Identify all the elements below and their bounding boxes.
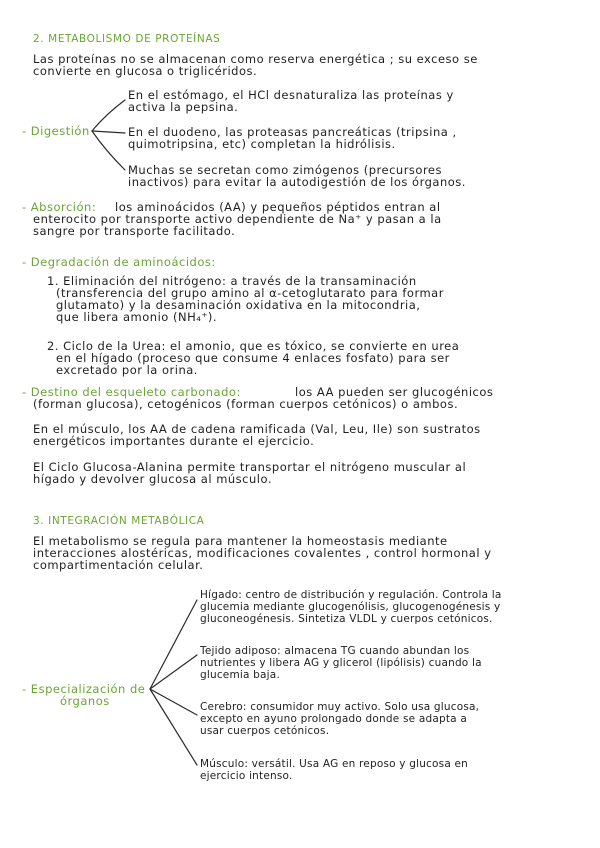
- organ-higado-line-1: Hígado: centro de distribución y regulación. Controla la: [200, 589, 502, 601]
- degradacion-item-1-line-2: (transferencia del grupo amino al α-cetoglutarato para formar: [56, 286, 444, 300]
- organ-cerebro-line-2: excepto en ayuno prolongado donde se adapta a: [200, 713, 467, 725]
- musculo-line-2: energéticos importantes durante el ejercicio.: [33, 434, 315, 448]
- s3-intro-line-2: interacciones alostéricas, modificaciones covalentes , control hormonal y: [33, 546, 492, 560]
- destino-label: - Destino del esqueleto carbonado:: [22, 385, 241, 399]
- absorcion-line-3: sangre por transporte facilitado.: [33, 224, 236, 238]
- section-2-title: 2. METABOLISMO DE PROTEÍNAS: [33, 33, 221, 45]
- organ-cerebro-line-1: Cerebro: consumidor muy activo. Solo usa glucosa,: [200, 701, 480, 713]
- especializacion-label-line-2: órganos: [60, 694, 110, 708]
- absorcion-label: - Absorción:: [22, 200, 97, 214]
- organ-musculo-line-1: Músculo: versátil. Usa AG en reposo y glucosa en: [200, 758, 469, 770]
- digestion-branch-2-line-1: En el duodeno, las proteasas pancreáticas (tripsina ,: [128, 125, 457, 139]
- degradacion-item-2-line-3: excretado por la orina.: [56, 363, 198, 377]
- digestion-branch-3-line-2: inactivos) para evitar la autodigestión de los órganos.: [128, 175, 466, 189]
- degradacion-item-2-line-2: en el hígado (proceso que consume 4 enlaces fosfato) para ser: [56, 351, 450, 365]
- organ-higado-line-2: glucemia mediante glucogenólisis, glucogenogénesis y: [200, 601, 501, 613]
- ciclo-line-2: hígado y devolver glucosa al músculo.: [33, 472, 272, 486]
- degradacion-label: - Degradación de aminoácidos:: [22, 255, 216, 269]
- ciclo-line-1: El Ciclo Glucosa-Alanina permite transportar el nitrógeno muscular al: [33, 460, 467, 474]
- digestion-label: - Digestión: [22, 124, 90, 138]
- organ-higado-line-3: gluconeogénesis. Sintetiza VLDL y cuerpos cetónicos.: [200, 613, 493, 625]
- s3-intro-line-3: compartimentación celular.: [33, 558, 204, 572]
- degradacion-item-1-line-4: que libera amonio (NH₄⁺).: [56, 310, 218, 324]
- absorcion-line-1: los aminoácidos (AA) y pequeños péptidos entran al: [115, 200, 441, 214]
- absorcion-line-2: enterocito por transporte activo dependiente de Na⁺ y pasan a la: [33, 212, 442, 226]
- digestion-branch-1-line-2: activa la pepsina.: [128, 100, 239, 114]
- degradacion-item-1-line-3: glutamato) y la desaminación oxidativa en la mitocondria,: [56, 298, 421, 312]
- organ-adiposo-line-3: glucemia baja.: [200, 669, 280, 681]
- musculo-line-1: En el músculo, los AA de cadena ramificada (Val, Leu, Ile) son sustratos: [33, 422, 481, 436]
- organ-cerebro-line-3: usar cuerpos cetónicos.: [200, 725, 330, 737]
- organ-adiposo-line-1: Tejido adiposo: almacena TG cuando abundan los: [200, 645, 470, 657]
- organ-adiposo-line-2: nutrientes y libera AG y glicerol (lipólisis) cuando la: [200, 657, 482, 669]
- section-3-title: 3. INTEGRACIÓN METABÓLICA: [33, 515, 205, 527]
- degradacion-item-2-line-1: 2. Ciclo de la Urea: el amonio, que es tóxico, se convierte en urea: [47, 339, 460, 353]
- degradacion-item-1-line-1: 1. Eliminación del nitrógeno: a través de la transaminación: [47, 274, 417, 288]
- destino-line-2: (forman glucosa), cetogénicos (forman cuerpos cetónicos) o ambos.: [33, 397, 459, 411]
- digestion-branch-1-line-1: En el estómago, el HCl desnaturaliza las proteínas y: [128, 88, 454, 102]
- digestion-branch-3-line-1: Muchas se secretan como zimógenos (precursores: [128, 163, 442, 177]
- s2-intro-line-1: Las proteínas no se almacenan como reserva energética ; su exceso se: [33, 52, 478, 66]
- digestion-branch-2-line-2: quimotripsina, etc) completan la hidrólisis.: [128, 137, 396, 151]
- destino-line-1: los AA pueden ser glucogénicos: [295, 385, 494, 399]
- s3-intro-line-1: El metabolismo se regula para mantener la homeostasis mediante: [33, 534, 448, 548]
- s2-intro-line-2: convierte en glucosa o triglicéridos.: [33, 64, 258, 78]
- especializacion-label-line-1: - Especialización de: [22, 682, 146, 696]
- organ-musculo-line-2: ejercicio intenso.: [200, 770, 293, 782]
